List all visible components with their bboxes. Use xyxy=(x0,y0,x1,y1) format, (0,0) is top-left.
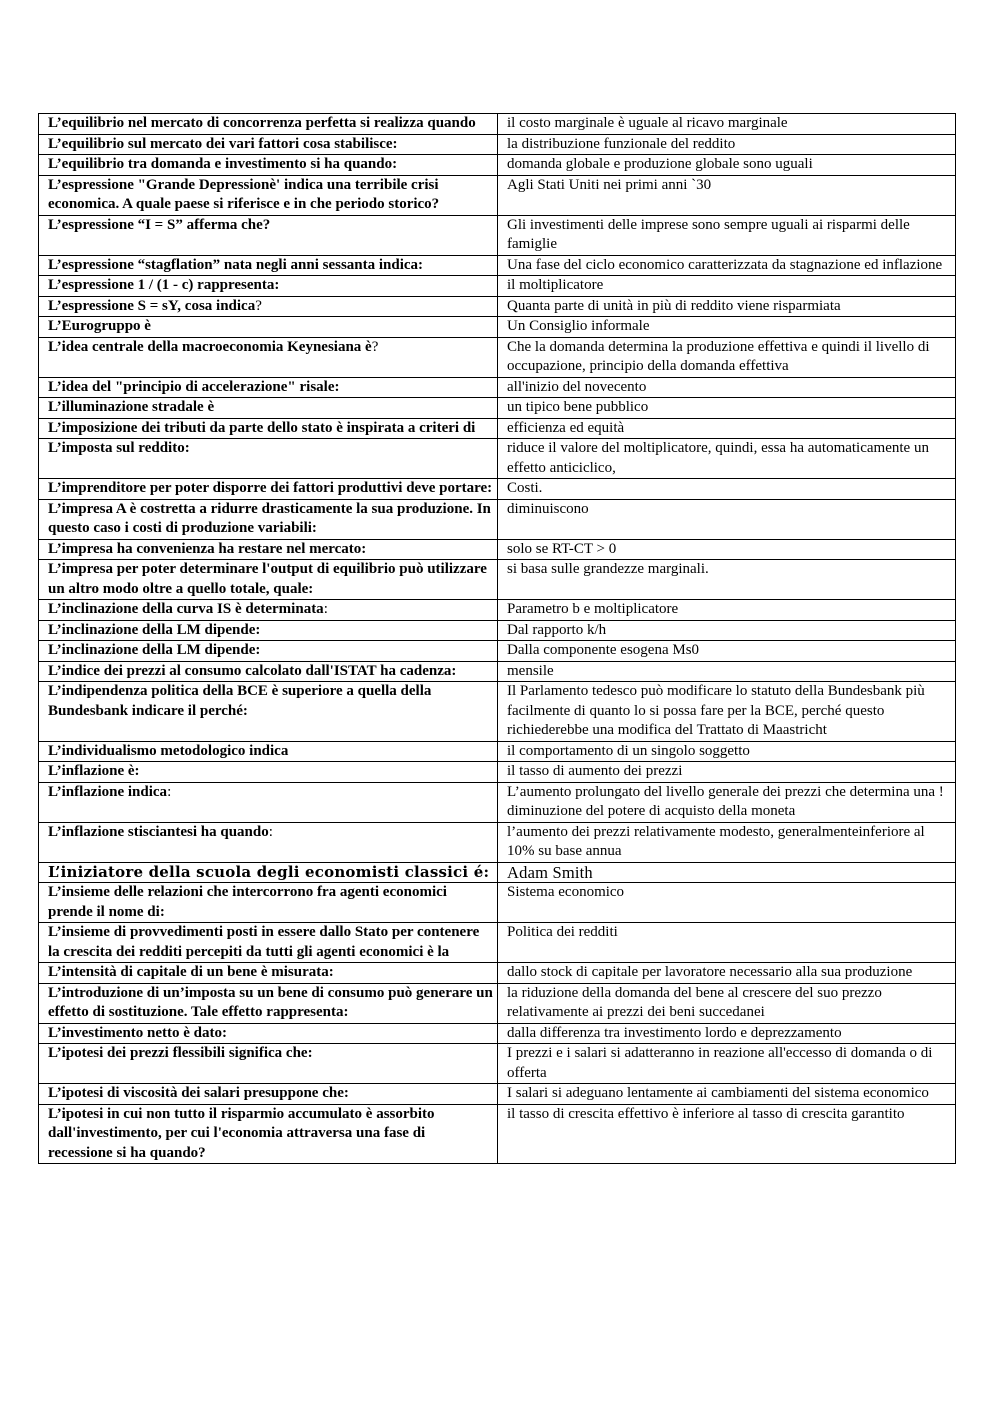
answer-cell xyxy=(498,479,956,500)
question-cell xyxy=(39,1104,498,1164)
table-row xyxy=(39,641,956,662)
answer-cell xyxy=(498,499,956,539)
table-row xyxy=(39,1104,956,1164)
question-text: L’iniziatore della scuola degli economisti classici é: xyxy=(48,862,490,881)
answer-text: la riduzione della domanda del bene al crescere del suo prezzo relativamente ai prezzi dei beni succedanei xyxy=(507,984,882,1020)
question-suffix: : xyxy=(167,783,172,800)
answer-text: il moltiplicatore xyxy=(507,277,604,293)
answer-text: si basa sulle grandezze marginali. xyxy=(507,561,709,577)
table-row xyxy=(39,862,956,883)
table-row xyxy=(39,398,956,419)
table-row xyxy=(39,499,956,539)
answer-cell xyxy=(498,539,956,560)
question-cell xyxy=(39,782,498,822)
question-text: L’impresa A è costretta a ridurre drasticamente la sua produzione. In questo caso i costi di produzione variabili: xyxy=(48,500,491,536)
table-row xyxy=(39,255,956,276)
question-text: L’imposta sul reddito: xyxy=(48,440,190,456)
question-text: L’ipotesi di viscosità dei salari presuppone che: xyxy=(48,1085,349,1101)
answer-cell xyxy=(498,377,956,398)
question-cell xyxy=(39,741,498,762)
answer-text: Quanta parte di unità in più di reddito viene risparmiata xyxy=(507,297,841,314)
question-cell xyxy=(39,114,498,135)
table-row xyxy=(39,215,956,255)
question-cell xyxy=(39,600,498,621)
question-text: L’investimento netto è dato: xyxy=(48,1024,228,1041)
answer-cell xyxy=(498,337,956,377)
table-row xyxy=(39,439,956,479)
table-row xyxy=(39,963,956,984)
question-cell xyxy=(39,539,498,560)
question-cell xyxy=(39,337,498,377)
answer-text: Agli Stati Uniti nei primi anni `30 xyxy=(507,176,712,193)
question-text: L’equilibrio nel mercato di concorrenza perfetta si realizza quando xyxy=(48,115,476,131)
answer-cell xyxy=(498,439,956,479)
answer-text: I salari si adeguano lentamente ai cambiamenti del sistema economico xyxy=(507,1085,929,1101)
answer-text: I prezzi e i salari si adatteranno in reazione all'eccesso di domanda o di offerta xyxy=(507,1045,933,1081)
table-row xyxy=(39,1023,956,1044)
question-text: L’inflazione è: xyxy=(48,763,140,779)
answer-cell xyxy=(498,682,956,742)
table-row xyxy=(39,620,956,641)
answer-cell xyxy=(498,276,956,297)
table-row xyxy=(39,983,956,1023)
question-cell xyxy=(39,641,498,662)
table-row xyxy=(39,923,956,963)
answer-text: la distribuzione funzionale del reddito xyxy=(507,135,736,152)
table-row xyxy=(39,1044,956,1084)
table-row xyxy=(39,1084,956,1105)
question-text: L’equilibrio sul mercato dei vari fattori cosa stabilisce: xyxy=(48,135,398,152)
answer-text: riduce il valore del moltiplicatore, quindi, essa ha automaticamente un effetto anticiclico, xyxy=(507,440,929,476)
answer-cell xyxy=(498,782,956,822)
answer-text: Costi. xyxy=(507,480,543,496)
question-cell xyxy=(39,822,498,862)
question-text: L’insieme di provvedimenti posti in essere dallo Stato per contenere la crescita dei redditi percepiti da tutti gli agenti economici è la xyxy=(48,924,480,960)
question-text: L’inflazione stisciantesi ha quando xyxy=(48,823,269,840)
question-cell xyxy=(39,134,498,155)
answer-cell xyxy=(498,822,956,862)
answer-text: Dal rapporto k/h xyxy=(507,621,607,638)
question-text: L’individualismo metodologico indica xyxy=(48,742,289,759)
answer-text: diminuiscono xyxy=(507,500,589,517)
answer-cell xyxy=(498,1023,956,1044)
answer-cell xyxy=(498,661,956,682)
answer-cell xyxy=(498,883,956,923)
question-text: L’impresa per poter determinare l'output di equilibrio può utilizzare un altro modo oltre a quello totale, quale: xyxy=(48,561,487,597)
question-text: L’indice dei prezzi al consumo calcolato dall'ISTAT ha cadenza: xyxy=(48,662,457,679)
question-cell xyxy=(39,862,498,883)
table-row xyxy=(39,134,956,155)
answer-text: il costo marginale è uguale al ricavo marginale xyxy=(507,115,788,131)
table-row xyxy=(39,175,956,215)
table-row xyxy=(39,418,956,439)
answer-text: solo se RT-CT > 0 xyxy=(507,540,617,557)
question-cell xyxy=(39,215,498,255)
question-cell xyxy=(39,377,498,398)
table-row xyxy=(39,883,956,923)
answer-cell xyxy=(498,762,956,783)
table-row xyxy=(39,539,956,560)
question-text: L’inclinazione della LM dipende: xyxy=(48,642,261,658)
question-cell xyxy=(39,682,498,742)
table-row xyxy=(39,377,956,398)
question-cell xyxy=(39,499,498,539)
question-cell xyxy=(39,175,498,215)
question-text: L’idea del "principio di accelerazione" risale: xyxy=(48,378,340,395)
answer-cell xyxy=(498,983,956,1023)
answer-cell xyxy=(498,398,956,419)
question-cell xyxy=(39,983,498,1023)
question-text: L’insieme delle relazioni che intercorrono fra agenti economici prende il nome di: xyxy=(48,884,447,920)
table-row xyxy=(39,317,956,338)
question-text: L’inflazione indica xyxy=(48,783,168,800)
table-row xyxy=(39,822,956,862)
answer-cell xyxy=(498,641,956,662)
document-page xyxy=(38,113,955,1164)
answer-cell xyxy=(498,215,956,255)
question-cell xyxy=(39,762,498,783)
question-text: L’espressione "Grande Depressionè' indica una terribile crisi economica. A quale paese si riferisce e in che periodo storico? xyxy=(48,176,440,212)
question-suffix: ? xyxy=(371,338,379,355)
answer-cell xyxy=(498,923,956,963)
answer-text: all'inizio del novecento xyxy=(507,378,647,395)
question-cell xyxy=(39,439,498,479)
question-cell xyxy=(39,963,498,984)
question-cell xyxy=(39,923,498,963)
question-cell xyxy=(39,296,498,317)
question-text: L’espressione “stagflation” nata negli anni sessanta indica: xyxy=(48,256,424,273)
question-text: L’indipendenza politica della BCE è superiore a quella della Bundesbank indicare il perché: xyxy=(48,683,432,719)
question-text: L’inclinazione della LM dipende: xyxy=(48,621,261,638)
question-cell xyxy=(39,398,498,419)
question-text: L’introduzione di un’imposta su un bene di consumo può generare un effetto di sostituzione. Tale effetto rappresenta: xyxy=(48,984,493,1020)
question-text: L’espressione “I = S” afferma che? xyxy=(48,216,271,233)
answer-text: L’aumento prolungato del livello generale dei prezzi che determina una ! diminuzione del potere di acquisto della moneta xyxy=(507,783,944,819)
qa-table-body xyxy=(39,114,956,1164)
table-row xyxy=(39,682,956,742)
answer-cell xyxy=(498,741,956,762)
answer-text: efficienza ed equità xyxy=(507,419,625,436)
question-cell xyxy=(39,883,498,923)
question-text: L’idea centrale della macroeconomia Keynesiana è xyxy=(48,338,372,355)
question-cell xyxy=(39,255,498,276)
answer-cell xyxy=(498,418,956,439)
question-cell xyxy=(39,479,498,500)
question-cell xyxy=(39,155,498,176)
table-row xyxy=(39,782,956,822)
question-text: L’equilibrio tra domanda e investimento si ha quando: xyxy=(48,156,398,172)
answer-text: un tipico bene pubblico xyxy=(507,399,649,415)
question-cell xyxy=(39,1044,498,1084)
answer-text: il tasso di crescita effettivo è inferiore al tasso di crescita garantito xyxy=(507,1105,905,1122)
answer-text: Dalla componente esogena Ms0 xyxy=(507,642,700,658)
answer-cell xyxy=(498,134,956,155)
answer-text: Un Consiglio informale xyxy=(507,318,650,334)
answer-cell xyxy=(498,175,956,215)
answer-text: mensile xyxy=(507,662,554,679)
question-text: L’imposizione dei tributi da parte dello stato è inspirata a criteri di xyxy=(48,419,476,436)
question-text: L’impresa ha convenienza ha restare nel mercato: xyxy=(48,540,367,557)
question-cell xyxy=(39,1084,498,1105)
answer-text: il comportamento di un singolo soggetto xyxy=(507,742,750,759)
answer-text: Il Parlamento tedesco può modificare lo statuto della Bundesbank più facilmente di quanto lo si possa fare per la BCE, perché questo richiederebbe una modifica del Trattato di Maastricht xyxy=(507,683,925,738)
question-cell xyxy=(39,317,498,338)
question-cell xyxy=(39,560,498,600)
answer-cell xyxy=(498,963,956,984)
answer-cell xyxy=(498,255,956,276)
answer-text: Una fase del ciclo economico caratterizzata da stagnazione ed inflazione xyxy=(507,256,943,273)
answer-text: l’aumento dei prezzi relativamente modesto, generalmenteinferiore al 10% su base annua xyxy=(507,823,925,859)
answer-cell xyxy=(498,296,956,317)
question-text: L’espressione 1 / (1 - c) rappresenta: xyxy=(48,277,280,293)
answer-cell xyxy=(498,600,956,621)
question-text: L’imprenditore per poter disporre dei fattori produttivi deve portare: xyxy=(48,480,493,496)
table-row xyxy=(39,155,956,176)
question-text: L’inclinazione della curva IS è determinata xyxy=(48,601,324,617)
answer-text: Adam Smith xyxy=(507,862,593,882)
table-row xyxy=(39,276,956,297)
question-cell xyxy=(39,418,498,439)
question-suffix: : xyxy=(268,823,273,840)
question-text: L’ipotesi dei prezzi flessibili significa che: xyxy=(48,1045,313,1061)
question-cell xyxy=(39,276,498,297)
answer-text: Gli investimenti delle imprese sono sempre uguali ai risparmi delle famiglie xyxy=(507,216,910,252)
table-row xyxy=(39,741,956,762)
table-row xyxy=(39,479,956,500)
question-text: L’espressione S = sY, cosa indica xyxy=(48,297,256,314)
answer-text: domanda globale e produzione globale sono uguali xyxy=(507,156,813,172)
question-text: L’ipotesi in cui non tutto il risparmio accumulato è assorbito dall'investimento, per cui l'economia attraversa una fase di recessione si ha quando? xyxy=(48,1105,435,1161)
answer-cell xyxy=(498,862,956,883)
question-cell xyxy=(39,620,498,641)
question-cell xyxy=(39,661,498,682)
answer-text: dallo stock di capitale per lavoratore necessario alla sua produzione xyxy=(507,964,913,980)
question-text: L’intensità di capitale di un bene è misurata: xyxy=(48,964,334,980)
table-row xyxy=(39,661,956,682)
table-row xyxy=(39,114,956,135)
answer-text: Sistema economico xyxy=(507,884,625,900)
question-suffix: ? xyxy=(255,297,262,314)
table-row xyxy=(39,762,956,783)
table-row xyxy=(39,560,956,600)
answer-cell xyxy=(498,620,956,641)
answer-cell xyxy=(498,317,956,338)
answer-cell xyxy=(498,114,956,135)
answer-cell xyxy=(498,1104,956,1164)
question-cell xyxy=(39,1023,498,1044)
answer-text: Che la domanda determina la produzione effettiva e quindi il livello di occupazione, principio della domanda effettiva xyxy=(507,338,930,374)
question-text: L’illuminazione stradale è xyxy=(48,399,215,415)
table-row xyxy=(39,337,956,377)
qa-table xyxy=(38,113,956,1164)
answer-text: Parametro b e moltiplicatore xyxy=(507,601,679,617)
answer-text: dalla differenza tra investimento lordo e deprezzamento xyxy=(507,1024,842,1041)
question-text: L’Eurogruppo è xyxy=(48,318,151,334)
answer-cell xyxy=(498,1044,956,1084)
answer-cell xyxy=(498,1084,956,1105)
answer-text: Politica dei redditi xyxy=(507,924,618,940)
answer-cell xyxy=(498,560,956,600)
question-suffix: : xyxy=(323,601,328,617)
table-row xyxy=(39,600,956,621)
answer-cell xyxy=(498,155,956,176)
table-row xyxy=(39,296,956,317)
answer-text: il tasso di aumento dei prezzi xyxy=(507,763,683,779)
